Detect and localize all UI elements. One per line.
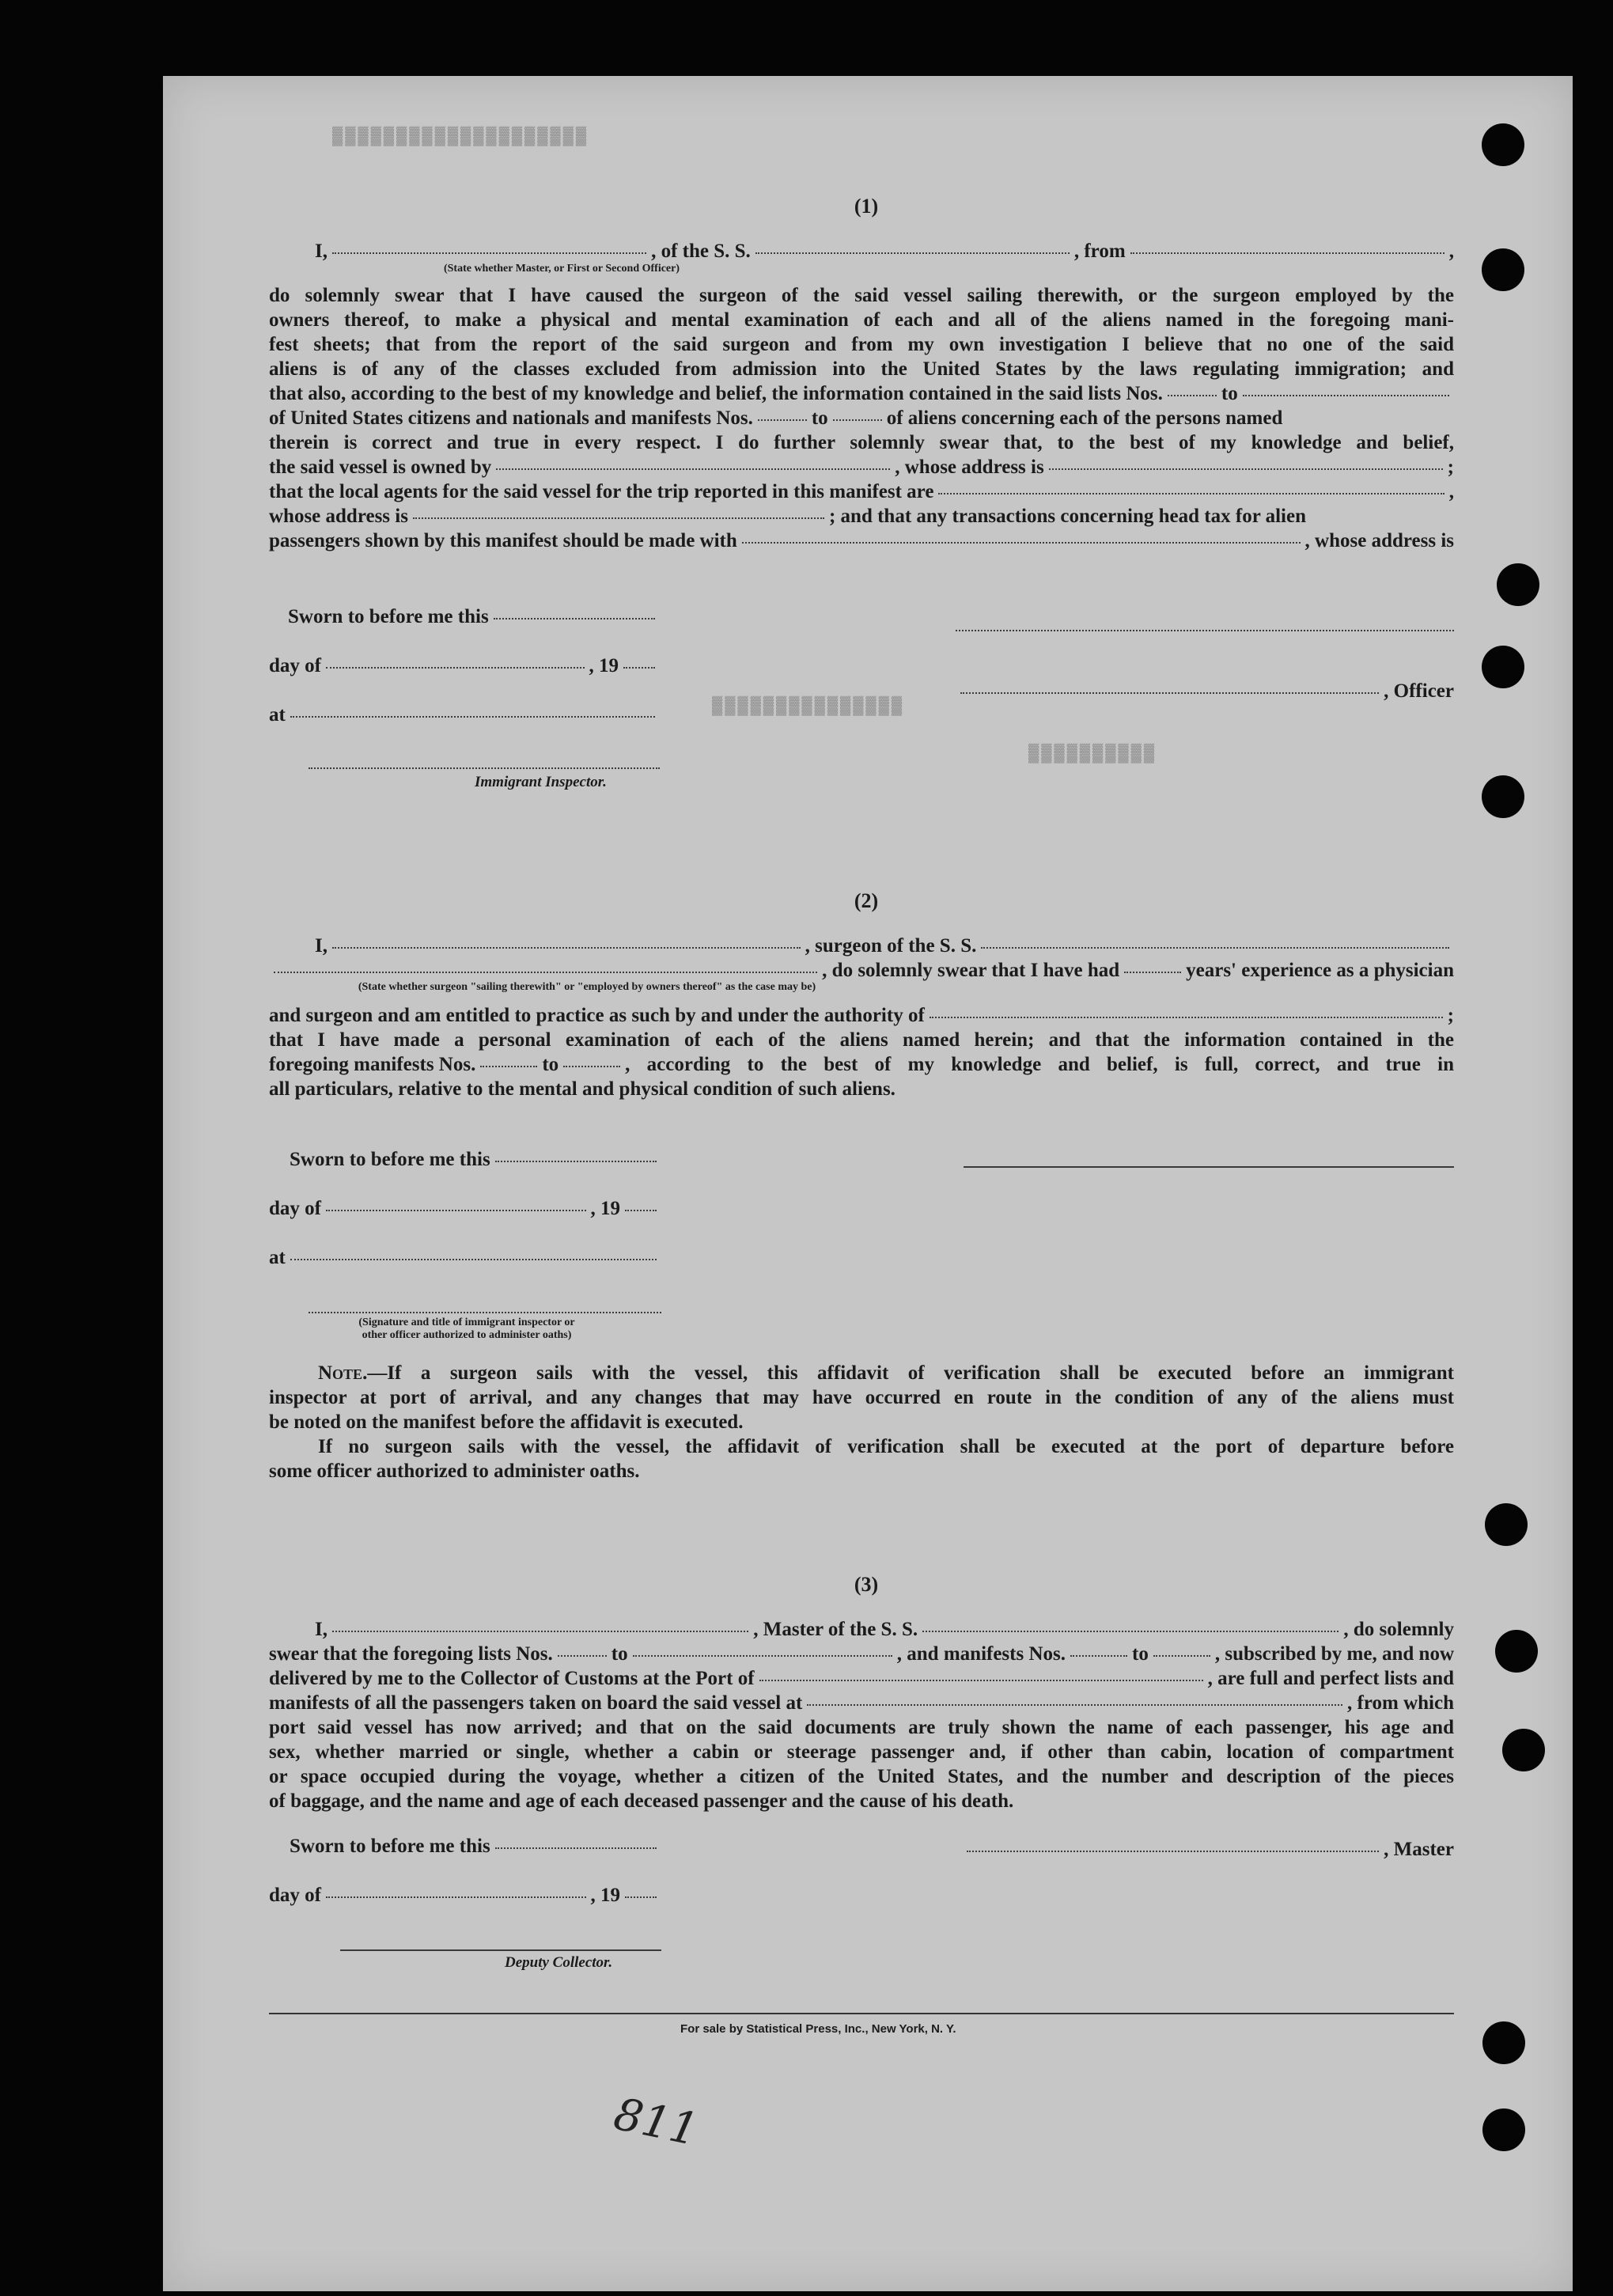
s1-at-row (269, 703, 660, 727)
bleed-through-mark-3: ▓▓▓▓▓▓▓▓▓▓ (1028, 744, 1157, 763)
s2-years-text: years' experience as a physician (1186, 960, 1454, 981)
s1-agent-address-field[interactable] (413, 517, 824, 519)
s1-officer-label: , Officer (1384, 680, 1454, 702)
s3-to-2: to (1132, 1643, 1149, 1665)
punch-hole-7 (1495, 1630, 1538, 1673)
s3-vessel-field[interactable] (922, 1631, 1338, 1632)
s3-manifests-to-field[interactable] (1153, 1655, 1210, 1657)
s3-lists-text: swear that the foregoing lists Nos. (269, 1643, 553, 1665)
s1-line-6 (269, 406, 1454, 430)
s2-line-1 (315, 934, 1454, 958)
s2-years-field[interactable] (1124, 972, 1181, 973)
s2-sworn-row (290, 1147, 661, 1172)
s3-day-row (269, 1883, 661, 1908)
s3-lists-to-field[interactable] (633, 1655, 892, 1657)
s3-line-1 (315, 1617, 1454, 1642)
s1-para-line-4: aliens is of any of the classes excluded from admission into the United States by the laws regulating immigration; and (269, 358, 1454, 380)
s2-manifests-from-field[interactable] (480, 1066, 537, 1067)
bleed-through-mark-1: ▓▓▓▓▓▓▓▓▓▓▓▓▓▓▓▓▓▓▓▓ (332, 127, 589, 146)
s1-line-8 (269, 455, 1454, 479)
s3-master-signature-field[interactable] (967, 1851, 1379, 1852)
s2-day-label: day of (269, 1198, 321, 1219)
s2-day-row (269, 1196, 661, 1221)
s3-day-field[interactable] (326, 1896, 586, 1898)
s3-year-label: , 19 (590, 1885, 620, 1906)
s1-owner-address-label: , whose address is (895, 457, 1044, 478)
s3-port-field[interactable] (759, 1680, 1203, 1681)
punch-hole-8 (1502, 1729, 1545, 1771)
punch-hole-2 (1482, 248, 1524, 291)
s1-para-line-2: owners thereof, to make a physical and mental examination of each and all of the aliens named in the foregoing mani- (269, 309, 1454, 331)
s2-line-4: that I have made a personal examination of each of the aliens named herein; and that the information contained in the (269, 1029, 1454, 1051)
s1-head-tax-text: ; and that any transactions concerning head tax for alien (828, 506, 1306, 527)
s2-knowledge-text: , according to the best of my knowledge and belief, is full, correct, and true in (625, 1054, 1454, 1075)
s2-signature-note-1: (Signature and title of immigrant inspector or (358, 1317, 575, 1328)
s2-to: to (542, 1054, 559, 1075)
s2-sworn-field[interactable] (495, 1161, 657, 1162)
s1-owner-address-field[interactable] (1049, 468, 1443, 470)
s3-sworn-label: Sworn to before me this (290, 1836, 490, 1857)
punch-hole-10 (1482, 2108, 1525, 2151)
s1-comma: , (1448, 241, 1454, 262)
s1-from-field[interactable] (1130, 252, 1445, 254)
bleed-through-mark-2: ▓▓▓▓▓▓▓▓▓▓▓▓▓▓▓ (712, 696, 905, 716)
s3-line-4 (269, 1691, 1454, 1715)
s3-line-3 (269, 1666, 1454, 1691)
section-2-number: (2) (854, 889, 879, 912)
s1-owner-field[interactable] (496, 468, 890, 470)
s1-owned-by: the said vessel is owned by (269, 457, 492, 478)
s1-para-line-3: fest sheets; that from the report of the said surgeon and from my own investigation I believe that no one of the said (269, 334, 1454, 355)
s1-day-field[interactable] (326, 667, 585, 669)
s2-manifests-text: foregoing manifests Nos. (269, 1054, 476, 1075)
footer-rule (269, 2013, 1454, 2014)
s1-l5-text: that also, according to the best of my knowledge and belief, the information contained in the said lists Nos. (269, 383, 1163, 404)
s1-agents-text: that the local agents for the said vessel for the trip reported in this manifest are (269, 481, 934, 502)
s1-year-label: , 19 (589, 655, 619, 676)
s1-officer-field[interactable] (332, 252, 646, 254)
s3-sworn-row (290, 1834, 661, 1858)
s3-master-name-field[interactable] (332, 1631, 748, 1632)
s1-of-ss: , of the S. S. (651, 241, 751, 262)
s3-do-solemnly: , do solemnly (1343, 1619, 1455, 1640)
s2-authority-field[interactable] (930, 1017, 1443, 1018)
s1-line-7: therein is correct and true in every respect. I do further solemnly swear that, to the best of my knowledge and belief, (269, 432, 1454, 453)
s2-sworn-label: Sworn to before me this (290, 1149, 490, 1170)
s1-i: I, (315, 241, 328, 262)
s2-authority-text: and surgeon and am entitled to practice as such by and under the authority of (269, 1005, 925, 1026)
s3-master-label: , Master (1384, 1839, 1454, 1860)
s1-agents-field[interactable] (938, 493, 1444, 494)
s3-para-line-3: or space occupied during the voyage, whether a citizen of the United States, and the number and description of the pieces (269, 1766, 1454, 1787)
s3-sworn-field[interactable] (495, 1847, 657, 1849)
s3-manifests-all-text: manifests of all the passengers taken on board the said vessel at (269, 1692, 803, 1714)
s3-year-field[interactable] (625, 1896, 657, 1898)
s2-signature-line[interactable] (964, 1166, 1454, 1168)
s1-l6-text: of United States citizens and nationals and manifests Nos. (269, 407, 753, 429)
s1-comma-2: , (1448, 481, 1454, 502)
s3-master-of-ss: , Master of the S. S. (753, 1619, 918, 1640)
s2-swear-text: , do solemnly swear that I have had (822, 960, 1120, 981)
s1-lists-from-field[interactable] (1168, 395, 1217, 396)
s2-at-field[interactable] (290, 1259, 657, 1260)
s1-line-5 (269, 381, 1454, 406)
s3-master-row (962, 1837, 1454, 1862)
s2-line-6: all particulars, relative to the mental and physical condition of such aliens. (269, 1078, 895, 1100)
s3-to-1: to (611, 1643, 628, 1665)
s2-i: I, (315, 935, 328, 957)
s3-i: I, (315, 1619, 328, 1640)
s2-line-5 (269, 1052, 1454, 1077)
s3-from-which: , from which (1347, 1692, 1454, 1714)
s2-note-line-5: some officer authorized to administer oaths. (269, 1461, 640, 1482)
s1-l6-to: to (811, 407, 828, 429)
s3-delivered-text: delivered by me to the Collector of Customs at the Port of (269, 1668, 755, 1689)
s3-subscribed-text: , subscribed by me, and now (1214, 1643, 1454, 1665)
s1-officer-signature-field[interactable] (960, 692, 1379, 694)
s1-agent-address-label: whose address is (269, 506, 408, 527)
s1-semicolon: ; (1447, 457, 1454, 478)
section-1-line-1 (315, 239, 1454, 263)
s1-line-11 (269, 529, 1454, 553)
s2-note-line-4: If no surgeon sails with the vessel, the affidavit of verification shall be executed at the port of departure before (318, 1436, 1454, 1457)
s3-deputy-label: Deputy Collector. (505, 1954, 613, 1971)
s1-head-tax-field[interactable] (742, 542, 1301, 544)
s2-signature-note-2: other officer authorized to administer oaths) (362, 1329, 572, 1341)
s1-from: , from (1073, 241, 1126, 262)
handwritten-number: 811 (609, 2088, 703, 2157)
punch-hole-4 (1482, 646, 1524, 688)
s1-year-field[interactable] (623, 667, 655, 669)
s2-vessel-field[interactable] (981, 947, 1449, 949)
s2-surgeon-of-ss: , surgeon of the S. S. (805, 935, 977, 957)
s1-at-field[interactable] (290, 716, 655, 718)
s1-l5-to: to (1221, 383, 1238, 404)
s3-para-line-4: of baggage, and the name and age of each deceased passenger and the cause of his death. (269, 1790, 1014, 1812)
s3-boarded-at-field[interactable] (807, 1704, 1342, 1706)
s3-full-lists-text: , are full and perfect lists and (1207, 1668, 1454, 1689)
s3-lists-from-field[interactable] (558, 1655, 607, 1657)
s2-at-label: at (269, 1247, 286, 1268)
s1-line-10 (269, 504, 1454, 529)
s1-sworn-row (288, 604, 660, 629)
section-1-number: (1) (854, 195, 879, 218)
s2-note-line-3: be noted on the manifest before the affidavit is executed. (269, 1411, 744, 1433)
s3-line-2 (269, 1642, 1454, 1666)
s1-passengers-text: passengers shown by this manifest should be made with (269, 530, 737, 551)
s1-manifests-from-field[interactable] (758, 419, 807, 421)
s2-year-field[interactable] (625, 1210, 657, 1211)
s2-at-row (269, 1245, 661, 1270)
punch-hole-1 (1482, 123, 1524, 166)
s2-manifests-to-field[interactable] (563, 1066, 620, 1067)
s2-line-2 (269, 958, 1454, 983)
s1-l6-text-2: of aliens concerning each of the persons named (886, 407, 1283, 429)
punch-hole-3 (1497, 563, 1539, 606)
s2-inspector-line[interactable] (309, 1312, 661, 1313)
s1-officer-row (956, 679, 1454, 703)
s2-day-field[interactable] (326, 1210, 586, 1211)
s2-note-line-1 (318, 1361, 1454, 1385)
s3-para-line-2: sex, whether married or single, whether a cabin or steerage passenger and, if other than cabin, location of compartment (269, 1741, 1454, 1763)
s3-deputy-line[interactable] (340, 1949, 661, 1951)
s2-note-label: Note. (318, 1362, 368, 1384)
s1-para-line-1: do solemnly swear that I have caused the surgeon of the said vessel sailing therewith, or the surgeon employed by the (269, 285, 1454, 306)
s1-vessel-field[interactable] (755, 252, 1070, 254)
s2-surgeon-status-field[interactable] (274, 972, 817, 973)
punch-hole-9 (1482, 2021, 1525, 2064)
s2-semicolon: ; (1447, 1005, 1454, 1026)
s1-day-label: day of (269, 655, 321, 676)
s1-manifests-to-field[interactable] (833, 419, 882, 421)
s2-note-line-2: inspector at port of arrival, and any changes that may have occurred en route in the condition of any of the aliens must (269, 1387, 1454, 1408)
s1-at-label: at (269, 704, 286, 726)
s3-manifests-from-field[interactable] (1070, 1655, 1127, 1657)
s1-inspector-label: Immigrant Inspector. (475, 774, 607, 790)
s3-day-label: day of (269, 1885, 321, 1906)
s1-sworn-field[interactable] (494, 618, 655, 619)
s2-year-label: , 19 (590, 1198, 620, 1219)
s1-lists-to-field[interactable] (1243, 395, 1449, 396)
s1-inspector-line[interactable] (309, 767, 660, 769)
s3-manifests-text: , and manifests Nos. (896, 1643, 1066, 1665)
s1-line-9 (269, 479, 1454, 504)
section-3-number: (3) (854, 1573, 879, 1596)
s1-whose-address: , whose address is (1304, 530, 1454, 551)
s1-sworn-label: Sworn to before me this (288, 606, 489, 627)
s1-signature-line[interactable] (956, 630, 1454, 631)
s2-line-3 (269, 1003, 1454, 1028)
s1-day-row (269, 654, 660, 678)
s2-surgeon-note: (State whether surgeon "sailing therewith" or "employed by owners thereof" as the case may be) (358, 981, 816, 993)
s3-para-line-1: port said vessel has now arrived; and that on the said documents are truly shown the name of each passenger, his age and (269, 1717, 1454, 1738)
punch-hole-5 (1482, 775, 1524, 818)
punch-hole-6 (1485, 1503, 1528, 1546)
s1-officer-note: (State whether Master, or First or Second Officer) (443, 263, 680, 275)
footer-printer: For sale by Statistical Press, Inc., New York, N. Y. (680, 2022, 956, 2036)
s2-surgeon-field[interactable] (332, 947, 801, 949)
s2-note-text-1: —If a surgeon sails with the vessel, this affidavit of verification shall be executed before an immigrant (367, 1362, 1454, 1384)
